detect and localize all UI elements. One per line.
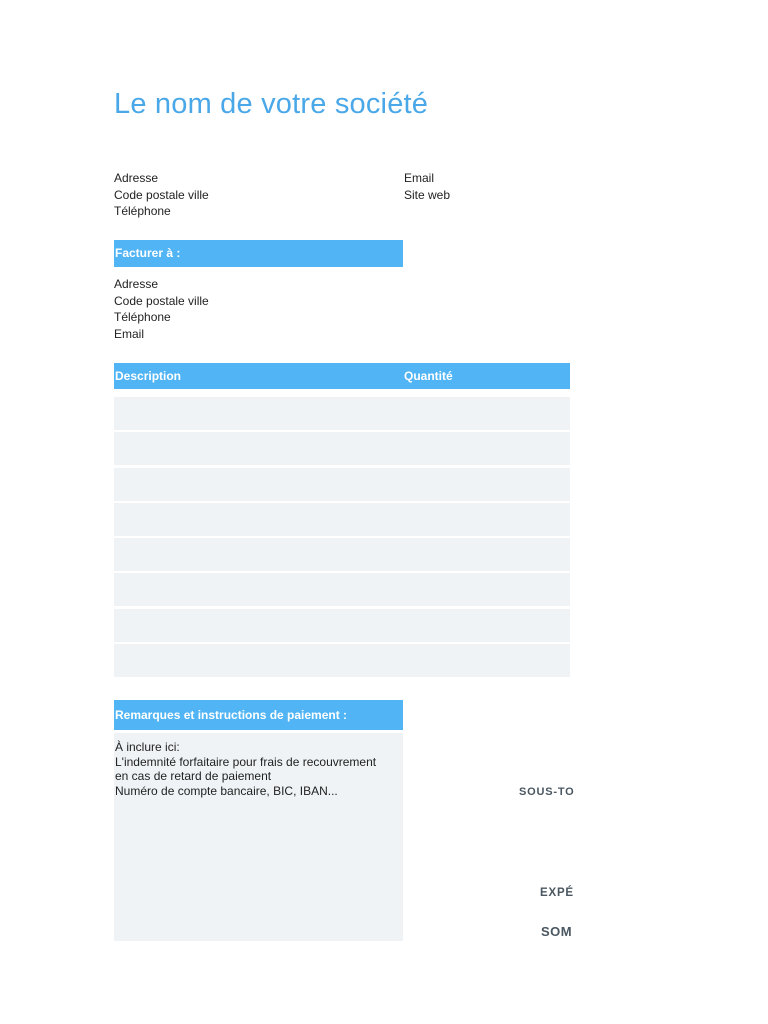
notes-line: Numéro de compte bancaire, BIC, IBAN... — [115, 783, 338, 798]
table-row[interactable] — [114, 397, 570, 430]
table-row[interactable] — [114, 503, 570, 536]
table-row[interactable] — [114, 644, 570, 677]
company-email: Email — [404, 171, 435, 185]
subtotal-label: SOUS-TO — [519, 786, 575, 798]
company-name: Le nom de votre société — [114, 88, 429, 120]
company-website: Site web — [404, 187, 451, 202]
company-address: Adresse — [114, 171, 159, 185]
notes-line: L'indemnité forfaitaire pour frais de recouvrement — [115, 754, 377, 769]
bill-to-postal-city: Code postale ville — [114, 293, 209, 308]
notes-line: À inclure ici: — [115, 740, 180, 754]
bill-to-details — [114, 276, 209, 342]
company-contact-left — [114, 170, 209, 220]
company-contact-right — [404, 170, 450, 203]
shipping-label: EXPÉ — [540, 887, 574, 899]
table-row[interactable] — [114, 538, 570, 571]
column-header-description: Description — [115, 369, 182, 383]
company-postal-city: Code postale ville — [114, 187, 209, 202]
bill-to-phone: Téléphone — [114, 310, 171, 324]
table-row[interactable] — [114, 609, 570, 642]
table-row[interactable] — [114, 432, 570, 465]
table-row[interactable] — [114, 468, 570, 501]
bill-to-header: Facturer à : — [114, 240, 403, 267]
items-table-body — [114, 397, 570, 679]
bill-to-email: Email — [114, 326, 145, 341]
notes-line: en cas de retard de paiement — [115, 769, 272, 784]
sum-label: SOM — [541, 924, 573, 939]
column-header-quantity: Quantité — [404, 369, 453, 383]
notes-header: Remarques et instructions de paiement : — [114, 700, 403, 730]
table-row[interactable] — [114, 573, 570, 606]
bill-to-address: Adresse — [114, 277, 159, 291]
items-table-header — [114, 363, 570, 389]
notes-box — [114, 733, 403, 941]
company-phone: Téléphone — [114, 204, 171, 218]
